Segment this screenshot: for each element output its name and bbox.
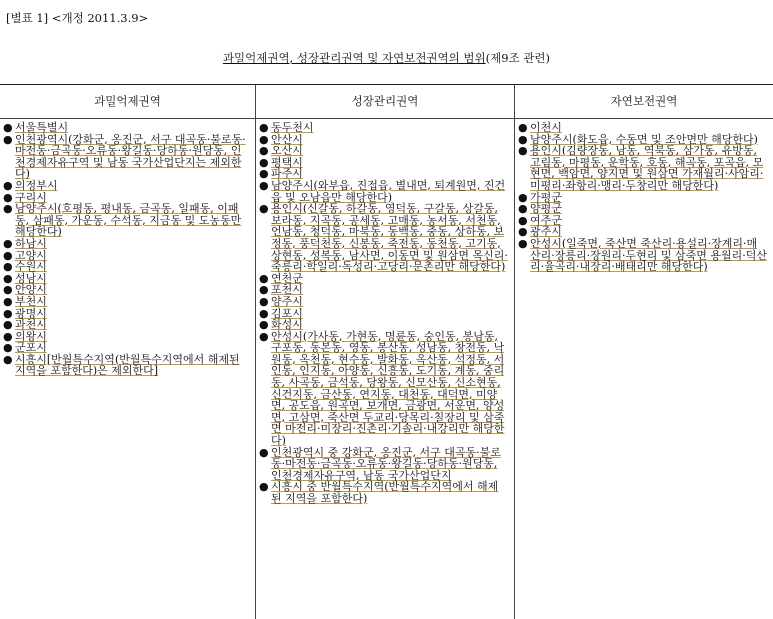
region-detail: (강화군, 옹진군, 서구 대곡동·불로동·마전동·금곡동·오류동·왕길동·당하동·원당동, 인천경제자유구역 및 남동 국가산업단지는 제외한다)	[15, 132, 246, 181]
region-entry	[259, 331, 508, 447]
bullet-icon: ●	[518, 190, 528, 204]
column-body	[256, 119, 514, 505]
region-entry	[3, 134, 249, 180]
region-name: 서울특별시	[15, 121, 69, 134]
region-name: 김포시	[271, 306, 303, 320]
column-body	[515, 119, 773, 273]
title-suffix: (제9조 관련)	[485, 51, 551, 65]
bullet-icon: ●	[3, 190, 13, 204]
region-detail: (호평동, 평내동, 금곡동, 일패동, 이패동, 삼패동, 가운동, 수석동, 지금동 및 도농동만 해당한다)	[15, 202, 242, 239]
region-name: 이천시	[530, 121, 562, 134]
region-name: 안양시	[15, 283, 47, 297]
region-name: 화성시	[271, 318, 303, 332]
column-heading: 과밀억제권역	[0, 85, 255, 119]
bullet-icon: ●	[518, 121, 528, 134]
bullet-icon: ●	[259, 318, 269, 332]
regions-table	[0, 84, 773, 619]
region-name: 하남시	[15, 236, 47, 250]
column-growth-management	[256, 85, 515, 619]
region-detail: 중 반월특수지역(반월특수지역에서 해제된 지역을 포함한다)	[271, 480, 499, 505]
bullet-icon: ●	[3, 132, 13, 146]
bullet-icon: ●	[3, 352, 13, 366]
region-entry	[259, 180, 508, 203]
bullet-icon: ●	[3, 283, 13, 297]
bullet-icon: ●	[3, 248, 13, 262]
bullet-icon: ●	[518, 213, 528, 227]
region-entry	[259, 203, 508, 273]
region-name: 구리시	[15, 190, 47, 204]
column-body	[0, 119, 255, 377]
bullet-icon: ●	[3, 202, 13, 216]
bullet-icon: ●	[518, 225, 528, 239]
bullet-icon: ●	[518, 202, 528, 216]
bullet-icon: ●	[259, 178, 269, 192]
region-entry	[259, 481, 508, 504]
column-heading: 성장관리권역	[256, 85, 514, 119]
bullet-icon: ●	[3, 306, 13, 320]
region-name: 인천광역시	[15, 132, 69, 146]
region-name: 안산시	[271, 132, 303, 146]
region-name: 남양주시	[530, 132, 573, 146]
bullet-icon: ●	[3, 294, 13, 308]
region-entry	[518, 145, 767, 191]
region-name: 고양시	[15, 248, 47, 262]
region-detail: (화도읍, 수동면 및 조안면만 해당한다)	[572, 132, 758, 146]
region-name: 남양주시	[15, 202, 58, 216]
bullet-icon: ●	[259, 144, 269, 158]
region-entry	[518, 238, 767, 273]
bullet-icon: ●	[259, 132, 269, 146]
document-title	[0, 50, 773, 66]
region-name: 가평군	[530, 190, 562, 204]
bullet-icon: ●	[3, 236, 13, 250]
bullet-icon: ●	[518, 132, 528, 146]
bullet-icon: ●	[259, 121, 269, 134]
region-name: 오산시	[271, 144, 303, 158]
region-name: 군포시	[15, 341, 47, 355]
region-name: 용인시	[271, 202, 303, 216]
region-name: 여주군	[530, 213, 562, 227]
region-entry	[3, 203, 249, 238]
title-main: 과밀억제권역, 성장관리권역 및 자연보전권역의 범위	[222, 51, 486, 65]
region-name: 연천군	[271, 271, 303, 285]
bullet-icon: ●	[518, 236, 528, 250]
region-entry	[3, 354, 249, 377]
region-entry	[259, 447, 508, 482]
bullet-icon: ●	[3, 271, 13, 285]
bullet-icon: ●	[259, 329, 269, 343]
region-name: 동두천시	[271, 121, 314, 134]
region-name: 시흥시	[15, 352, 47, 366]
region-name: 양주시	[271, 294, 303, 308]
bullet-icon: ●	[259, 306, 269, 320]
annex-label: [별표 1] <개정 2011.3.9>	[6, 11, 149, 25]
region-detail: [반월특수지역(반월특수지역에서 해제된 지역을 포함한다)은 제외한다]	[15, 352, 240, 378]
region-detail: 중 강화군, 옹진군, 서구 대곡동·불로동·마전동·금곡동·오류동·왕길동·당하동·원당동, 인천경제자유구역, 남동 국가산업단지	[271, 445, 501, 482]
bullet-icon: ●	[259, 202, 269, 216]
region-name: 평택시	[271, 155, 303, 169]
region-name: 안성시	[271, 329, 303, 343]
region-name: 안성시	[530, 236, 562, 250]
column-nature-conservation	[515, 85, 773, 619]
region-name: 의정부시	[15, 178, 58, 192]
bullet-icon: ●	[3, 341, 13, 355]
region-name: 광명시	[15, 306, 47, 320]
bullet-icon: ●	[3, 178, 13, 192]
bullet-icon: ●	[259, 480, 269, 494]
region-name: 인천광역시	[271, 445, 325, 459]
bullet-icon: ●	[259, 167, 269, 181]
region-name: 의왕시	[15, 329, 47, 343]
bullet-icon: ●	[259, 294, 269, 308]
region-name: 파주시	[271, 167, 303, 181]
region-name: 부천시	[15, 294, 47, 308]
column-overcrowding-control	[0, 85, 256, 619]
region-name: 성남시	[15, 271, 47, 285]
region-name: 수원시	[15, 260, 47, 274]
region-name: 양평군	[530, 202, 562, 216]
region-name: 포천시	[271, 283, 303, 297]
region-name: 과천시	[15, 318, 47, 332]
bullet-icon: ●	[3, 329, 13, 343]
region-name: 광주시	[530, 225, 562, 239]
region-detail: (일죽면, 죽산면 죽산리·용설리·장계리·매산리·장릉리·장원리·두현리 및 삼죽면 용월리·덕산리·율곡리·내장리·배태리만 해당한다)	[530, 236, 767, 274]
bullet-icon: ●	[518, 144, 528, 158]
bullet-icon: ●	[3, 318, 13, 332]
region-detail: (가사동, 가현동, 명륜동, 숭인동, 봉남동, 구포동, 동본동, 영동, 봉산동, 성남동, 창전동, 낙원동, 옥천동, 현수동, 발화동, 옥산동, 석정동, 서인동, 인지동, 아양동, 신흥동, 도기동, 계동, 중리동, 사곡동, 금석동, 당왕동, 신모산동, 신소현동, 신건지동, 금산동, 연지동, 대천동, 대덕면, 미양면, 공도읍, 원곡면, 보개면, 금광면, 서운면, 양성면, 고삼면, 죽산면 두교리·당목리·칠장리 및 삼죽면 마전리·미장리·진촌리·기솔리·내강리만 해당한다)	[271, 329, 505, 448]
region-name: 용인시	[530, 144, 562, 158]
region-detail: (김량장동, 남동, 역북동, 삼가동, 유방동, 고림동, 마평동, 운학동, 호동, 해곡동, 포곡읍, 모현면, 백암면, 양지면 및 원삼면 가재월리·사암리·미평리·좌항리·맹리·두창리만 해당한다)	[530, 144, 764, 192]
region-name: 시흥시	[271, 480, 303, 494]
bullet-icon: ●	[3, 260, 13, 274]
bullet-icon: ●	[259, 283, 269, 297]
region-name: 남양주시	[271, 178, 314, 192]
bullet-icon: ●	[259, 155, 269, 169]
region-detail: (와부읍, 진접읍, 별내면, 퇴계원면, 진건읍 및 오남읍만 해당한다)	[271, 178, 506, 204]
bullet-icon: ●	[3, 121, 13, 134]
bullet-icon: ●	[259, 445, 269, 459]
bullet-icon: ●	[259, 271, 269, 285]
region-detail: (신갈동, 하갈동, 영덕동, 구갈동, 상갈동, 보라동, 지곡동, 공세동, 고매동, 농서동, 서천동, 언남동, 청덕동, 마북동, 동백동, 중동, 상하동, 보정동, 풍덕천동, 신봉동, 죽전동, 동천동, 고기동, 상현동, 성복동, 남사면, 이동면 및 원삼면 목신리·죽릉리·학일리·독성리·고당리·문촌리만 해당한다)	[271, 202, 508, 274]
column-heading: 자연보전권역	[515, 85, 773, 119]
